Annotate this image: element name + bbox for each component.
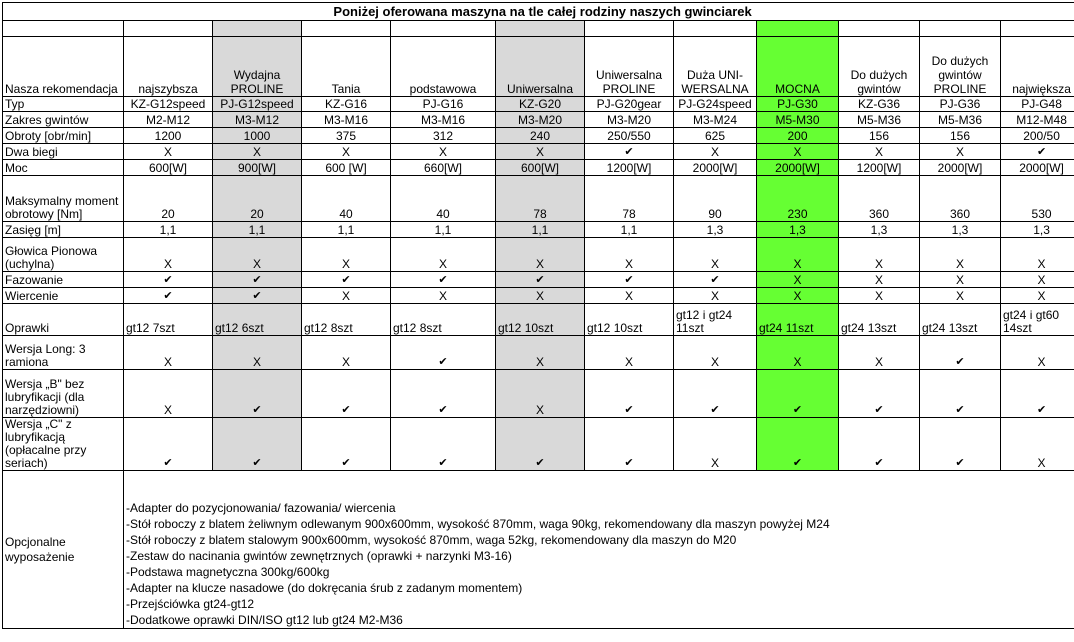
table-cell: gt24 13szt <box>920 304 1001 336</box>
table-cell: 1200[W] <box>585 160 674 176</box>
check-icon: ✔ <box>391 336 496 370</box>
table-cell: PJ-G12speed <box>213 97 302 112</box>
table-cell: X <box>757 238 839 272</box>
table-cell: X <box>1001 272 1074 288</box>
recommendation-header: Wydajna PROLINE <box>213 37 302 97</box>
row-label: Obroty [obr/min] <box>3 128 124 144</box>
empty-cell <box>1001 21 1074 37</box>
table-cell: 2000[W] <box>757 160 839 176</box>
recommendation-header: największa <box>1001 37 1074 97</box>
check-icon: ✔ <box>1001 370 1074 418</box>
table-cell: 360 <box>920 176 1001 222</box>
optional-item: -Adapter na klucze nasadowe (do dokręcania śrub z zadanym momentem) <box>126 581 523 595</box>
check-icon: ✔ <box>920 418 1001 471</box>
table-cell: 200/50 <box>1001 128 1074 144</box>
check-icon: ✔ <box>585 418 674 471</box>
table-cell: gt12 8szt <box>302 304 391 336</box>
table-cell: gt24 11szt <box>757 304 839 336</box>
table-cell: 1,1 <box>124 222 213 238</box>
table-cell: 360 <box>839 176 920 222</box>
table-row <box>3 97 1074 112</box>
table-cell: X <box>124 238 213 272</box>
optional-label: Opcjonalne wyposażenie <box>3 471 124 629</box>
table-cell: 90 <box>674 176 757 222</box>
check-icon: ✔ <box>213 418 302 471</box>
table-cell: X <box>1001 336 1074 370</box>
table-cell: 1,1 <box>213 222 302 238</box>
empty-cell <box>674 21 757 37</box>
check-icon: ✔ <box>213 272 302 288</box>
table-cell: X <box>674 288 757 304</box>
empty-cell <box>3 21 124 37</box>
table-cell: M12-M48 <box>1001 112 1074 128</box>
table-cell: 2000[W] <box>1001 160 1074 176</box>
recommendation-header: Do dużych gwintów <box>839 37 920 97</box>
table-cell: X <box>585 336 674 370</box>
table-cell: gt12 10szt <box>585 304 674 336</box>
table-cell: X <box>757 288 839 304</box>
table-cell: M3-M12 <box>213 112 302 128</box>
check-icon: ✔ <box>920 336 1001 370</box>
check-icon: ✔ <box>585 272 674 288</box>
table-cell: 230 <box>757 176 839 222</box>
table-cell: 1200 <box>124 128 213 144</box>
table-row <box>3 272 1074 288</box>
check-icon: ✔ <box>302 418 391 471</box>
table-cell: 530 <box>1001 176 1074 222</box>
table-cell: PJ-G36 <box>920 97 1001 112</box>
table-cell: X <box>302 238 391 272</box>
row-label: Typ <box>3 97 124 112</box>
recommendation-header: MOCNA <box>757 37 839 97</box>
table-cell: X <box>496 144 585 160</box>
table-row <box>3 336 1074 370</box>
table-cell: M5-M36 <box>920 112 1001 128</box>
check-icon: ✔ <box>757 370 839 418</box>
table-cell: 1,3 <box>920 222 1001 238</box>
table-cell: 40 <box>302 176 391 222</box>
table-cell: PJ-G48 <box>1001 97 1074 112</box>
table-row <box>3 144 1074 160</box>
check-icon: ✔ <box>496 418 585 471</box>
table-cell: X <box>674 144 757 160</box>
optional-item: -Zestaw do nacinania gwintów zewnętrznych (oprawki + narzynki M3-16) <box>126 549 512 563</box>
table-row <box>3 288 1074 304</box>
check-icon: ✔ <box>302 370 391 418</box>
table-cell: X <box>496 288 585 304</box>
table-cell: 375 <box>302 128 391 144</box>
table-cell: 600[W] <box>124 160 213 176</box>
table-cell: 1,3 <box>1001 222 1074 238</box>
table-cell: X <box>302 288 391 304</box>
empty-row <box>3 21 1074 37</box>
table-cell: 1,1 <box>302 222 391 238</box>
row-label: Oprawki <box>3 304 124 336</box>
table-cell: X <box>585 288 674 304</box>
table-cell: M3-M20 <box>585 112 674 128</box>
table-cell: gt12 7szt <box>124 304 213 336</box>
table-cell: 40 <box>391 176 496 222</box>
optional-item: -Dodatkowe oprawki DIN/ISO gt12 lub gt24 M2-M36 <box>126 613 403 627</box>
recommendation-header: najszybsza <box>124 37 213 97</box>
table-cell: X <box>496 238 585 272</box>
table-cell: 1,1 <box>391 222 496 238</box>
table-cell: 600 [W] <box>302 160 391 176</box>
table-cell: 312 <box>391 128 496 144</box>
check-icon: ✔ <box>1001 144 1074 160</box>
table-cell: 600[W] <box>496 160 585 176</box>
row-label: Fazowanie <box>3 272 124 288</box>
table-cell: M3-M24 <box>674 112 757 128</box>
empty-cell <box>124 21 213 37</box>
check-icon: ✔ <box>302 272 391 288</box>
table-cell: X <box>1001 238 1074 272</box>
check-icon: ✔ <box>213 370 302 418</box>
row-label: Wersja „C" z lubryfikacją (opłacalne przy seriach) <box>3 418 124 471</box>
recommendation-header: podstawowa <box>391 37 496 97</box>
table-cell: gt12 6szt <box>213 304 302 336</box>
optional-list <box>124 471 1074 629</box>
table-cell: M3-M20 <box>496 112 585 128</box>
row-label: Wersja „B" bez lubryfikacji (dla narzędziowni) <box>3 370 124 418</box>
row-label: Dwa biegi <box>3 144 124 160</box>
table-cell: 1,3 <box>674 222 757 238</box>
table-cell: X <box>839 288 920 304</box>
table-cell: gt12 8szt <box>391 304 496 336</box>
table-cell: gt12 i gt24 11szt <box>674 304 757 336</box>
table-row <box>3 112 1074 128</box>
check-icon: ✔ <box>213 288 302 304</box>
header-row <box>3 37 1074 97</box>
optional-item: -Przejściówka gt24-gt12 <box>126 597 255 611</box>
table-cell: 20 <box>213 176 302 222</box>
empty-cell <box>839 21 920 37</box>
table-cell: 20 <box>124 176 213 222</box>
table-cell: X <box>674 336 757 370</box>
check-icon: ✔ <box>674 272 757 288</box>
table-cell: X <box>839 272 920 288</box>
empty-cell <box>391 21 496 37</box>
empty-cell <box>496 21 585 37</box>
table-cell: X <box>391 238 496 272</box>
check-icon: ✔ <box>496 272 585 288</box>
table-cell: X <box>757 144 839 160</box>
table-row <box>3 304 1074 336</box>
table-cell: M3-M16 <box>302 112 391 128</box>
table-cell: X <box>302 144 391 160</box>
row-label: Maksymalny moment obrotowy [Nm] <box>3 176 124 222</box>
table-cell: X <box>757 272 839 288</box>
recommendation-header: Uniwersalna PROLINE <box>585 37 674 97</box>
comparison-table <box>2 2 1074 629</box>
table-cell: KZ-G16 <box>302 97 391 112</box>
table-cell: 2000[W] <box>920 160 1001 176</box>
table-cell: PJ-G30 <box>757 97 839 112</box>
table-cell: PJ-G24speed <box>674 97 757 112</box>
recommendation-label: Nasza rekomendacja <box>3 37 124 97</box>
table-cell: X <box>213 238 302 272</box>
table-cell: 1,1 <box>585 222 674 238</box>
table-cell: gt24 13szt <box>839 304 920 336</box>
table-cell: 900[W] <box>213 160 302 176</box>
recommendation-header: Duża UNI-WERSALNA <box>674 37 757 97</box>
table-cell: 156 <box>839 128 920 144</box>
empty-cell <box>585 21 674 37</box>
table-cell: gt12 10szt <box>496 304 585 336</box>
table-cell: X <box>674 418 757 471</box>
recommendation-header: Uniwersalna <box>496 37 585 97</box>
table-cell: X <box>1001 288 1074 304</box>
table-cell: PJ-G16 <box>391 97 496 112</box>
table-cell: KZ-G36 <box>839 97 920 112</box>
table-cell: 1,3 <box>757 222 839 238</box>
table-cell: 2000[W] <box>674 160 757 176</box>
table-cell: X <box>839 144 920 160</box>
table-cell: X <box>920 288 1001 304</box>
table-cell: KZ-G20 <box>496 97 585 112</box>
table-cell: M5-M36 <box>839 112 920 128</box>
check-icon: ✔ <box>391 370 496 418</box>
table-cell: 78 <box>496 176 585 222</box>
check-icon: ✔ <box>391 272 496 288</box>
table-cell: M5-M30 <box>757 112 839 128</box>
check-icon: ✔ <box>757 418 839 471</box>
table-cell: X <box>920 144 1001 160</box>
table-row <box>3 160 1074 176</box>
table-cell: 1000 <box>213 128 302 144</box>
table-cell: M2-M12 <box>124 112 213 128</box>
table-cell: X <box>920 272 1001 288</box>
table-cell: 200 <box>757 128 839 144</box>
table-cell: X <box>920 238 1001 272</box>
table-cell: 1200[W] <box>839 160 920 176</box>
row-label: Moc <box>3 160 124 176</box>
table-cell: 625 <box>674 128 757 144</box>
table-cell: X <box>839 336 920 370</box>
table-cell: PJ-G20gear <box>585 97 674 112</box>
row-label: Wiercenie <box>3 288 124 304</box>
optional-row <box>3 471 1074 629</box>
table-cell: X <box>391 288 496 304</box>
table-cell: gt24 i gt60 14szt <box>1001 304 1074 336</box>
table-cell: X <box>496 336 585 370</box>
table-cell: 1,1 <box>496 222 585 238</box>
table-cell: X <box>124 336 213 370</box>
check-icon: ✔ <box>585 144 674 160</box>
optional-item: -Adapter do pozycjonowania/ fazowania/ wiercenia <box>126 501 396 515</box>
optional-item: -Stół roboczy z blatem stalowym 900x600mm, wysokość 870mm, waga 52kg, rekomendowany dla maszyn do M20 <box>126 533 737 547</box>
table-row <box>3 128 1074 144</box>
check-icon: ✔ <box>124 272 213 288</box>
table-cell: 156 <box>920 128 1001 144</box>
table-title: Poniżej oferowana maszyna na tle całej rodziny naszych gwinciarek <box>3 3 1074 21</box>
row-label: Wersja Long: 3 ramiona <box>3 336 124 370</box>
table-cell: X <box>839 238 920 272</box>
recommendation-header: Tania <box>302 37 391 97</box>
table-cell: KZ-G12speed <box>124 97 213 112</box>
check-icon: ✔ <box>920 370 1001 418</box>
check-icon: ✔ <box>391 418 496 471</box>
table-row <box>3 238 1074 272</box>
empty-cell <box>920 21 1001 37</box>
row-label: Głowica Pionowa (uchylna) <box>3 238 124 272</box>
table-row <box>3 222 1074 238</box>
table-cell: X <box>757 336 839 370</box>
table-cell: X <box>391 144 496 160</box>
check-icon: ✔ <box>124 288 213 304</box>
empty-cell <box>757 21 839 37</box>
optional-item: -Stół roboczy z blatem żeliwnym odlewanym 900x600mm, wysokość 870mm, waga 90kg, rekomendowany dla maszyn powyżej M24 <box>126 517 830 531</box>
row-label: Zasięg [m] <box>3 222 124 238</box>
table-cell: X <box>585 238 674 272</box>
table-cell: X <box>302 336 391 370</box>
optional-item: -Podstawa magnetyczna 300kg/600kg <box>126 565 330 579</box>
table-cell: X <box>124 144 213 160</box>
check-icon: ✔ <box>124 418 213 471</box>
table-cell: X <box>496 370 585 418</box>
table-cell: X <box>213 336 302 370</box>
row-label: Zakres gwintów <box>3 112 124 128</box>
table-row <box>3 418 1074 471</box>
table-row <box>3 370 1074 418</box>
table-cell: 240 <box>496 128 585 144</box>
check-icon: ✔ <box>585 370 674 418</box>
check-icon: ✔ <box>839 418 920 471</box>
table-cell: 660[W] <box>391 160 496 176</box>
table-cell: X <box>213 144 302 160</box>
table-cell: X <box>674 238 757 272</box>
table-row <box>3 176 1074 222</box>
empty-cell <box>302 21 391 37</box>
title-row <box>3 3 1074 21</box>
table-cell: 1,3 <box>839 222 920 238</box>
table-cell: X <box>1001 418 1074 471</box>
empty-cell <box>213 21 302 37</box>
recommendation-header: Do dużych gwintów PROLINE <box>920 37 1001 97</box>
table-cell: 250/550 <box>585 128 674 144</box>
table-cell: M3-M16 <box>391 112 496 128</box>
table-cell: 78 <box>585 176 674 222</box>
check-icon: ✔ <box>839 370 920 418</box>
table-cell: X <box>124 370 213 418</box>
check-icon: ✔ <box>674 370 757 418</box>
